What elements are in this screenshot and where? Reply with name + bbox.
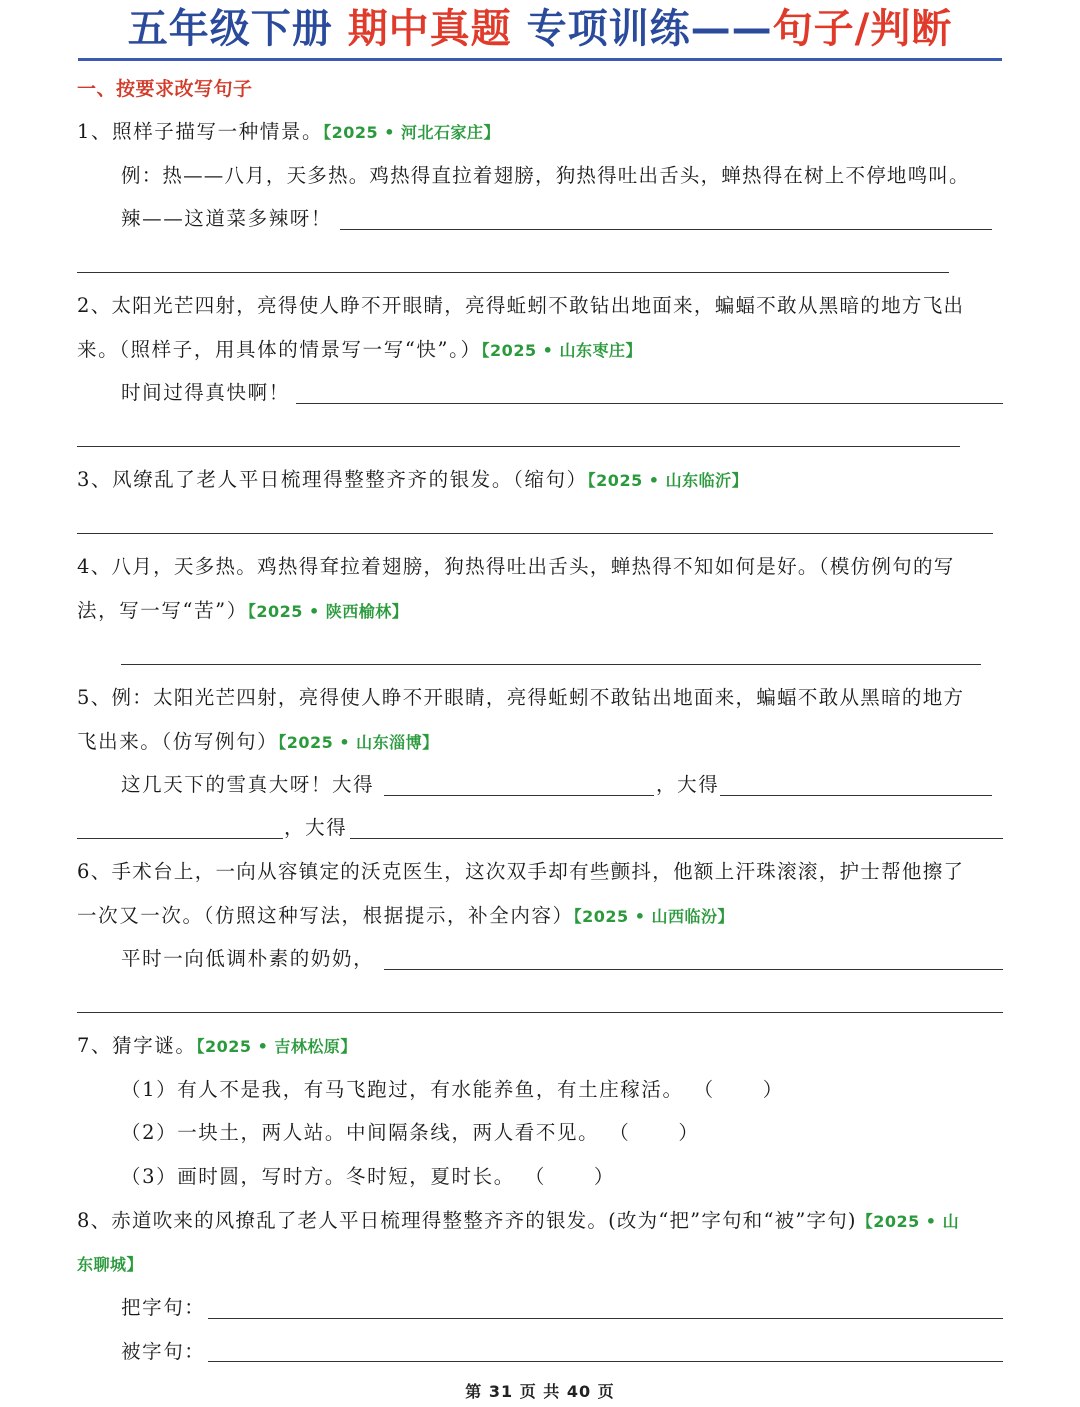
question-5-tag: 【2025 • 山东淄博】 <box>278 733 439 752</box>
question-4-line-2 <box>77 596 408 627</box>
question-5-blank-4[interactable] <box>350 838 1003 839</box>
question-1-answer-lead: 辣——这道菜多辣呀！ <box>121 207 333 230</box>
riddle-3-paren-open: （ <box>524 1165 546 1188</box>
question-2-answer-lead: 时间过得真快啊！ <box>121 381 290 404</box>
title-exam: 期中真题 <box>347 6 512 52</box>
question-7-tag: 【2025 • 吉林松原】 <box>196 1037 357 1056</box>
title-divider <box>78 58 1002 61</box>
bei-sentence-label: 被字句： <box>121 1340 206 1363</box>
riddle-2-paren-open: （ <box>609 1121 631 1144</box>
question-1-example: 例：热——八月，天多热。鸡热得直拉着翅膀，狗热得吐出舌头，蝉热得在树上不停地鸣叫。 <box>121 164 970 187</box>
riddle-3-text: （3）画时圆，写时方。冬时短，夏时长。 <box>121 1165 515 1188</box>
question-1-tag: 【2025 • 河北石家庄】 <box>323 123 501 142</box>
question-4-answer-line[interactable] <box>121 664 981 665</box>
question-2-line-1: 2、太阳光芒四射，亮得使人睁不开眼睛，亮得蚯蚓不敢钻出地面来，蝙蝠不敢从黑暗的地方飞出 <box>77 294 965 317</box>
question-6-line-1: 6、手术台上，一向从容镇定的沃克医生，这次双手却有些颤抖，他额上汗珠滚滚，护士帮他擦了 <box>77 860 965 883</box>
title-topic: 句子/判断 <box>772 6 953 52</box>
riddle-2-text: （2）一块土，两人站。中间隔条线，两人看不见。 <box>121 1121 600 1144</box>
question-5-line-2 <box>77 727 439 758</box>
ba-sentence-answer-line[interactable] <box>208 1318 1003 1319</box>
section-heading: 一、按要求改写句子 <box>77 78 253 100</box>
question-5-separator-2: ，大得 <box>284 816 348 839</box>
riddle-3 <box>121 1162 615 1192</box>
question-5-blank-3[interactable] <box>77 838 283 839</box>
question-6-line-2 <box>77 901 734 932</box>
question-3 <box>77 465 748 496</box>
title-training: 专项训练—— <box>526 6 773 52</box>
page-title <box>0 4 1080 54</box>
riddle-1-paren-open: （ <box>693 1078 715 1101</box>
question-3-tag: 【2025 • 山东临沂】 <box>587 471 749 490</box>
riddle-2-paren-close: ） <box>678 1121 700 1144</box>
question-7-prompt: 7、猜字谜。 <box>77 1034 197 1057</box>
question-2-tag: 【2025 • 山东枣庄】 <box>481 341 642 360</box>
riddle-1-answer-box[interactable] <box>694 1075 784 1105</box>
question-5-blank-2[interactable] <box>720 795 992 796</box>
question-5-answer-lead: 这几天下的雪真大呀！大得 <box>121 773 375 796</box>
ba-sentence-label: 把字句： <box>121 1296 206 1319</box>
question-7 <box>77 1031 357 1062</box>
question-2-line-2 <box>77 335 642 366</box>
riddle-3-paren-close: ） <box>593 1165 616 1188</box>
question-1-prompt: 1、照样子描写一种情景。 <box>77 120 324 143</box>
question-1 <box>77 117 500 148</box>
question-5-line-1: 5、例：太阳光芒四射，亮得使人睁不开眼睛，亮得蚯蚓不敢钻出地面来，蝙蝠不敢从黑暗的地方 <box>77 686 965 709</box>
question-1-answer-line-1[interactable] <box>340 229 992 230</box>
question-2-prompt: 来。（照样子，用具体的情景写一写“快”。） <box>77 338 482 361</box>
question-8-tag-part-2: 东聊城】 <box>77 1255 144 1274</box>
question-4-prompt: 法，写一写“苦”） <box>77 599 248 622</box>
question-3-prompt: 3、风缭乱了老人平日梳理得整整齐齐的银发。（缩句） <box>77 468 588 491</box>
question-6-tag: 【2025 • 山西临汾】 <box>573 907 735 926</box>
riddle-1 <box>121 1075 784 1105</box>
question-2-answer-line-1[interactable] <box>296 403 1003 404</box>
riddle-3-answer-box[interactable] <box>525 1162 615 1192</box>
riddle-2-answer-box[interactable] <box>609 1118 699 1148</box>
question-4-tag: 【2025 • 陕西榆林】 <box>247 602 409 621</box>
riddle-2 <box>121 1118 699 1148</box>
question-8-tag-part-1: 【2025 • 山 <box>856 1212 960 1231</box>
question-5-blank-1[interactable] <box>384 795 654 796</box>
question-3-answer-line[interactable] <box>77 533 993 534</box>
riddle-1-paren-close: ） <box>762 1078 784 1101</box>
question-1-answer-line-2[interactable] <box>77 272 949 273</box>
question-6-answer-line-2[interactable] <box>77 1012 1003 1013</box>
bei-sentence-answer-line[interactable] <box>208 1361 1003 1362</box>
riddle-1-text: （1）有人不是我，有马飞跑过，有水能养鱼，有土庄稼活。 <box>121 1078 684 1101</box>
question-4-line-1: 4、八月，天多热。鸡热得耷拉着翅膀，狗热得吐出舌头，蝉热得不知如何是好。（模仿例句的写 <box>77 555 955 578</box>
page-number: 第 31 页 共 40 页 <box>465 1382 615 1401</box>
question-5-prompt: 飞出来。（仿写例句） <box>77 730 279 753</box>
question-5-separator-1: ，大得 <box>656 773 720 796</box>
question-6-answer-lead: 平时一向低调朴素的奶奶， <box>121 947 375 970</box>
question-8-prompt: 8、赤道吹来的风撩乱了老人平日梳理得整整齐齐的银发。(改为“把”字句和“被”字句) <box>77 1209 857 1232</box>
question-6-answer-line-1[interactable] <box>384 969 1003 970</box>
title-grade: 五年级下册 <box>127 6 333 52</box>
question-2-answer-line-2[interactable] <box>77 446 960 447</box>
question-6-prompt: 一次又一次。（仿照这种写法，根据提示，补全内容） <box>77 904 574 927</box>
question-8-line-1 <box>77 1206 959 1237</box>
